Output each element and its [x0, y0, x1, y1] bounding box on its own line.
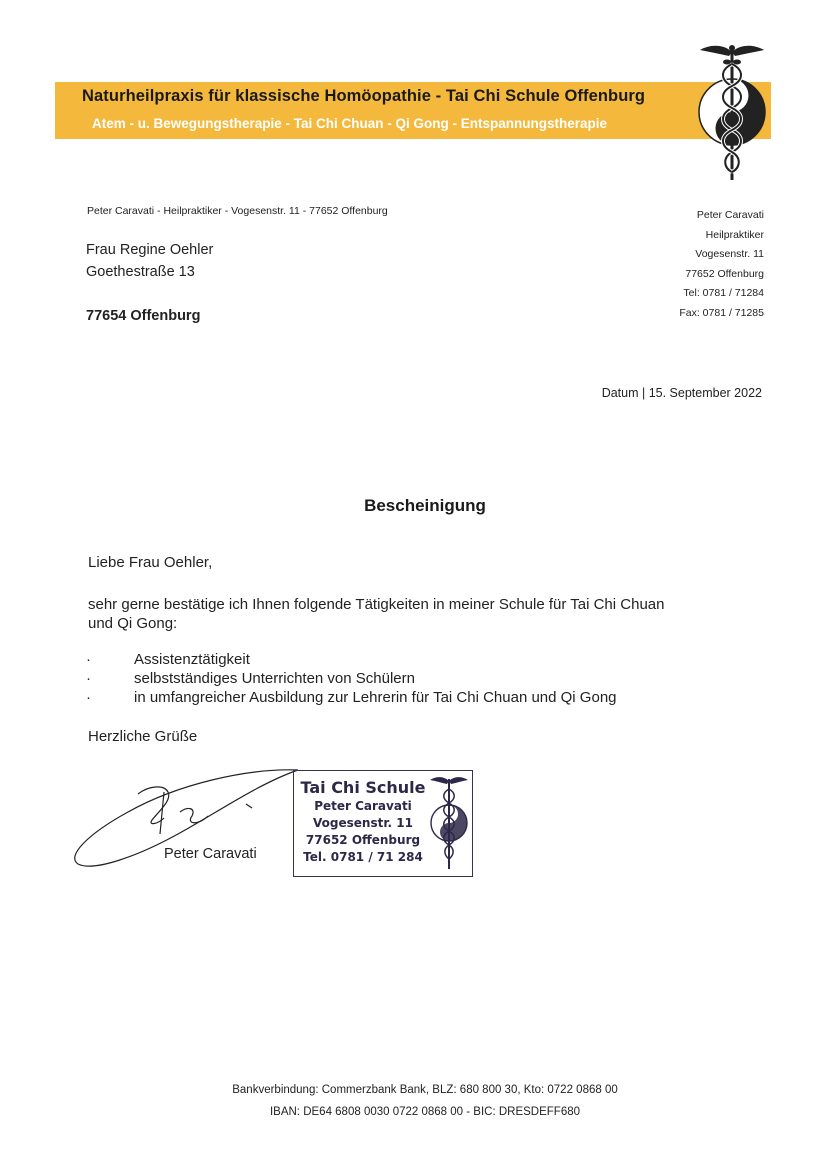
sender-return-address: Peter Caravati - Heilpraktiker - Vogesenstr. 11 - 77652 Offenburg — [87, 205, 388, 217]
list-item — [86, 650, 617, 669]
stamp-name: Peter Caravati — [314, 799, 412, 813]
footer-iban: IBAN: DE64 6808 0030 0722 0868 00 - BIC: DRESDEFF680 — [269, 1106, 581, 1118]
body-paragraph — [88, 595, 778, 633]
recipient-name: Frau Regine Oehler — [86, 242, 214, 258]
recipient-city: 77654 Offenburg — [86, 308, 201, 324]
stamp-city: 77652 Offenburg — [305, 833, 421, 847]
signer-name: Peter Caravati — [164, 846, 257, 862]
stamp-title: Tai Chi Schule — [300, 778, 426, 797]
letter-title: Bescheinigung — [364, 496, 486, 515]
stamp-caduceus-icon — [428, 775, 470, 873]
contact-name: Peter Caravati — [696, 209, 764, 221]
stamp-tel: Tel. 0781 / 71 284 — [303, 850, 423, 864]
contact-block — [564, 206, 764, 323]
footer-bank-details: Bankverbindung: Commerzbank Bank, BLZ: 680 800 30, Kto: 0722 0868 00 — [232, 1084, 618, 1096]
contact-street: Vogesenstr. 11 — [695, 248, 764, 260]
recipient-street: Goethestraße 13 — [86, 264, 195, 280]
activity-list — [86, 650, 617, 707]
letter-date: Datum | 15. September 2022 — [601, 386, 762, 400]
stamp-street: Vogesenstr. 11 — [313, 816, 413, 830]
contact-profession: Heilpraktiker — [705, 228, 764, 241]
list-item-text: selbstständiges Unterrichten von Schülern — [134, 670, 415, 687]
bullet-point: · — [86, 689, 91, 706]
body-paragraph-line: sehr gerne bestätige ich Ihnen folgende Tätigkeiten in meiner Schule für Tai Chi Chuan — [88, 596, 665, 613]
contact-city: 77652 Offenburg — [685, 267, 764, 280]
salutation: Liebe Frau Oehler, — [88, 554, 213, 571]
bullet-point: · — [86, 651, 91, 668]
list-item — [86, 669, 617, 688]
list-item — [86, 688, 617, 707]
contact-fax: Fax: 0781 / 71285 — [679, 306, 764, 319]
bullet-point: · — [86, 670, 91, 687]
banner-subtitle: Atem - u. Bewegungstherapie - Tai Chi Chuan - Qi Gong - Entspannungstherapie — [92, 116, 608, 131]
contact-tel: Tel: 0781 / 71284 — [683, 287, 764, 299]
closing-phrase: Herzliche Grüße — [88, 728, 198, 745]
list-item-text: in umfangreicher Ausbildung zur Lehrerin für Tai Chi Chuan und Qi Gong — [134, 689, 617, 706]
banner-title: Naturheilpraxis für klassische Homöopathie - Tai Chi Schule Offenburg — [82, 87, 646, 105]
stamp-text — [298, 778, 428, 866]
body-paragraph-line: und Qi Gong: — [88, 615, 178, 632]
list-item-text: Assistenztätigkeit — [134, 651, 250, 668]
recipient-address — [86, 239, 213, 327]
caduceus-yin-yang-logo-icon — [696, 40, 768, 185]
